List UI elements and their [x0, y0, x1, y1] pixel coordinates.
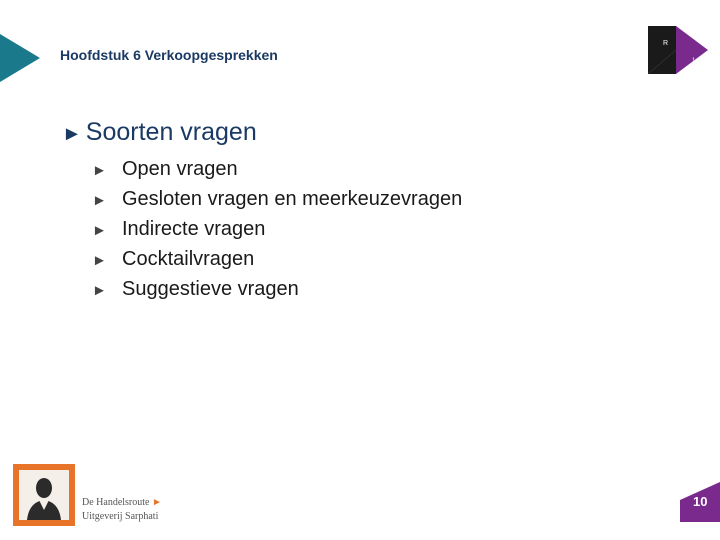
list-item: [92, 275, 462, 305]
logo-letter-top: R: [663, 40, 669, 47]
publisher-arrow-icon: ►: [151, 497, 162, 508]
list-item: [92, 155, 462, 185]
logo-letter-bottom: 1: [692, 58, 696, 64]
list-item-text: Open vragen: [122, 158, 238, 180]
list-item: [92, 245, 462, 275]
list-item: [92, 185, 462, 215]
list-item-text: Indirecte vragen: [122, 218, 266, 240]
list-item: [92, 215, 462, 245]
publisher-logo-mark: [648, 26, 708, 76]
slide-heading: [62, 118, 257, 147]
list-item-text: Cocktailvragen: [122, 248, 255, 270]
list-item-text: Gesloten vragen en meerkeuzevragen: [122, 188, 463, 210]
author-portrait-logo: [13, 464, 75, 526]
bullet-arrow-icon: ►: [92, 282, 107, 299]
bullet-arrow-icon: ►: [92, 252, 107, 269]
portrait-icon: [19, 470, 69, 520]
bullet-arrow-icon: ►: [92, 222, 107, 239]
bullet-arrow-icon: ►: [92, 192, 107, 209]
bullet-list: [92, 155, 462, 305]
bullet-arrow-icon: ►: [92, 162, 107, 179]
chapter-title: Hoofdstuk 6 Verkoopgesprekken: [60, 47, 278, 63]
corner-triangle-decoration: [0, 0, 40, 84]
publisher-line2: Uitgeverij Sarphati: [82, 511, 159, 522]
page-number: 10: [693, 494, 708, 509]
heading-bullet-icon: ►: [62, 123, 82, 145]
publisher-line1: De Handelsroute: [82, 497, 150, 508]
slide-heading-text: Soorten vragen: [85, 118, 257, 146]
list-item-text: Suggestieve vragen: [122, 278, 299, 300]
publisher-name: [82, 496, 162, 524]
